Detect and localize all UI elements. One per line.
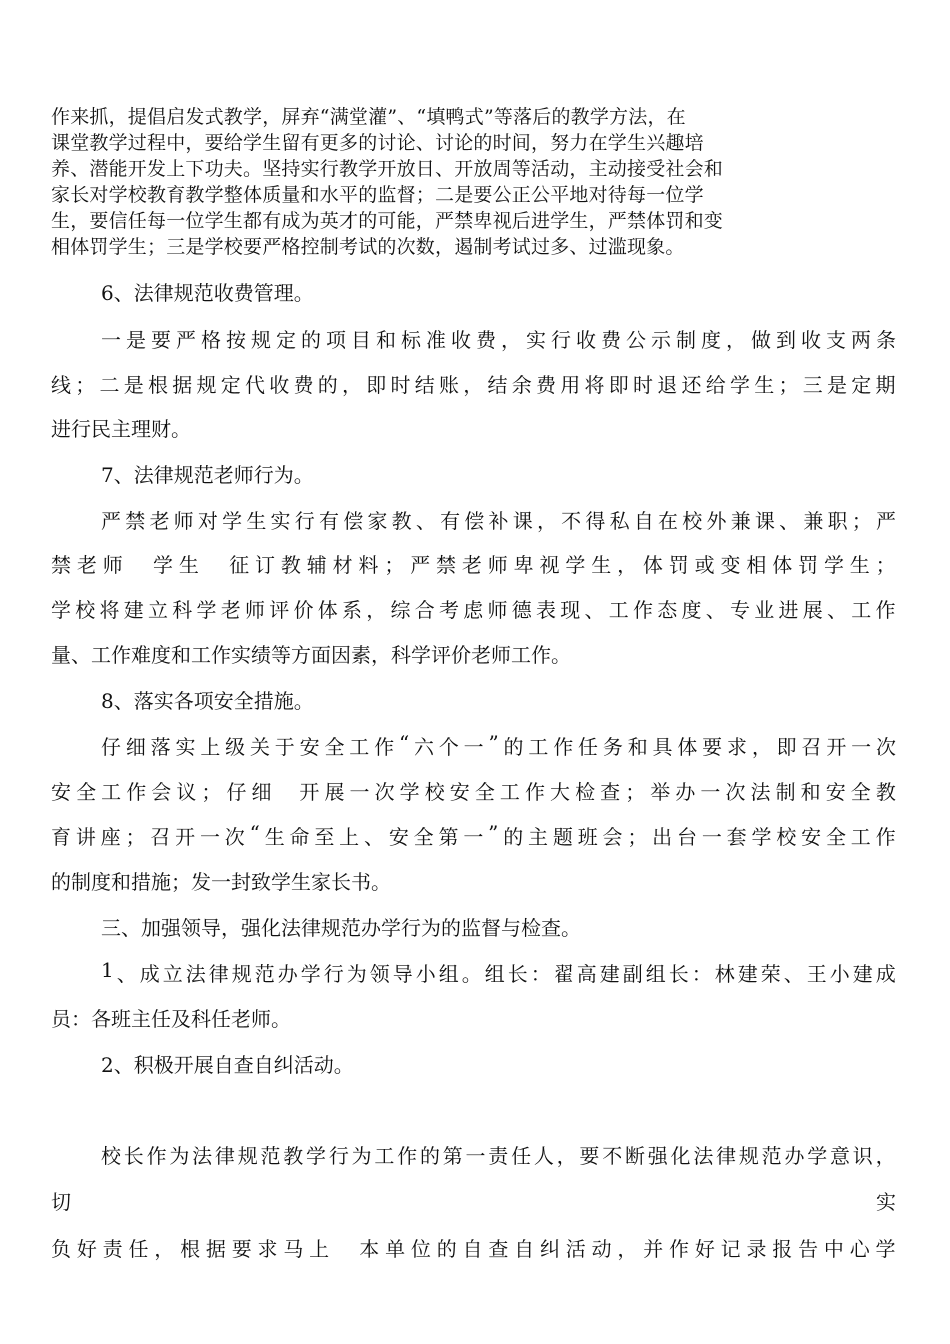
text-line: 禁 老 师 学 生 征 订 教 辅 材 料 ； 严 禁 老 师 卑 视 学 生 ， 体 罚 或 变 相 体 罚 学 生 ； xyxy=(51,553,896,577)
text-line: 生，要信任每一位学生都有成为英才的可能，严禁卑视后进学生，严禁体罚和变 xyxy=(51,210,724,232)
text-line: 严 禁 老 师 对 学 生 实 行 有 偿 家 教 、 有 偿 补 课 ， 不 得 私 自 在 校 外 兼 课 、 兼 职 ； 严 xyxy=(101,509,896,533)
text-line: 课堂教学过程中，要给学生留有更多的讨论、讨论的时间，努力在学生兴趣培 xyxy=(51,132,704,154)
section-item-self-check: 2、积极开展自查自纠活动。 xyxy=(101,1053,354,1077)
text-fragment: 切 xyxy=(51,1190,71,1214)
text-line-split xyxy=(51,1186,896,1215)
text-line: 仔 细 落 实 上 级 关 于 安 全 工 作 “ 六 个 一 ” 的 工 作 任 务 和 具 体 要 求 ， 即 召 开 一 次 xyxy=(101,731,896,759)
text-line: 线 ； 二 是 根 据 规 定 代 收 费 的 ， 即 时 结 账 ， 结 余 费 用 将 即 时 退 还 给 学 生 ； 三 是 定 期 xyxy=(51,373,896,397)
section-heading-teachers: 7、法律规范老师行为。 xyxy=(101,463,314,487)
text-line: 相体罚学生；三是学校要严格控制考试的次数，遏制考试过多、过滥现象。 xyxy=(51,236,685,258)
text-fragment: 实 xyxy=(876,1190,896,1214)
text-line: 学 校 将 建 立 科 学 老 师 评 价 体 系 ， 综 合 考 虑 师 德 表 现 、 工 作 态 度 、 专 业 进 展 、 工 作 xyxy=(51,598,896,622)
section-heading-fees: 6、法律规范收费管理。 xyxy=(101,281,314,305)
text-line: 作来抓，提倡启发式教学，屏弃“满堂灌”、“填鸭式”等落后的教学方法，在 xyxy=(51,106,686,128)
text-line: 家长对学校教育教学整体质量和水平的监督；二是要公正公平地对待每一位学 xyxy=(51,184,704,206)
text-line: 养、潜能开发上下功夫。坚持实行教学开放日、开放周等活动，主动接受社会和 xyxy=(51,158,724,180)
text-line: 一 是 要 严 格 按 规 定 的 项 目 和 标 准 收 费 ， 实 行 收 费 公 示 制 度 ， 做 到 收 支 两 条 xyxy=(101,328,896,352)
text-line: 量、工作难度和工作实绩等方面因素，科学评价老师工作。 xyxy=(51,643,571,667)
section-heading-safety: 8、落实各项安全措施。 xyxy=(101,689,314,713)
text-line: 的制度和措施；发一封致学生家长书。 xyxy=(51,870,391,894)
text-line: 校 长 作 为 法 律 规 范 教 学 行 为 工 作 的 第 一 责 任 人 ， 要 不 断 强 化 法 律 规 范 办 学 意 识 ， xyxy=(101,1144,896,1168)
text-line: 负 好 责 任 ， 根 据 要 求 马 上 本 单 位 的 自 查 自 纠 活 动 ， 并 作 好 记 录 报 告 中 心 学 xyxy=(51,1237,896,1261)
text-line: 员：各班主任及科任老师。 xyxy=(51,1007,291,1031)
text-line: 1 、 成 立 法 律 规 范 办 学 行 为 领 导 小 组 。 组 长 ： 翟 高 建 副 组 长 ： 林 建 荣 、 王 小 建 成 xyxy=(101,958,896,986)
text-line: 进行民主理财。 xyxy=(51,417,191,441)
section-heading-leadership: 三、加强领导，强化法律规范办学行为的监督与检查。 xyxy=(101,916,581,940)
text-line: 育 讲 座 ； 召 开 一 次 “ 生 命 至 上 、 安 全 第 一 ” 的 主 题 班 会 ； 出 台 一 套 学 校 安 全 工 作 xyxy=(51,821,896,849)
text-line: 安 全 工 作 会 议 ； 仔 细 开 展 一 次 学 校 安 全 工 作 大 检 查 ； 举 办 一 次 法 制 和 安 全 教 xyxy=(51,780,896,804)
paragraph-teaching-methods xyxy=(51,104,851,260)
